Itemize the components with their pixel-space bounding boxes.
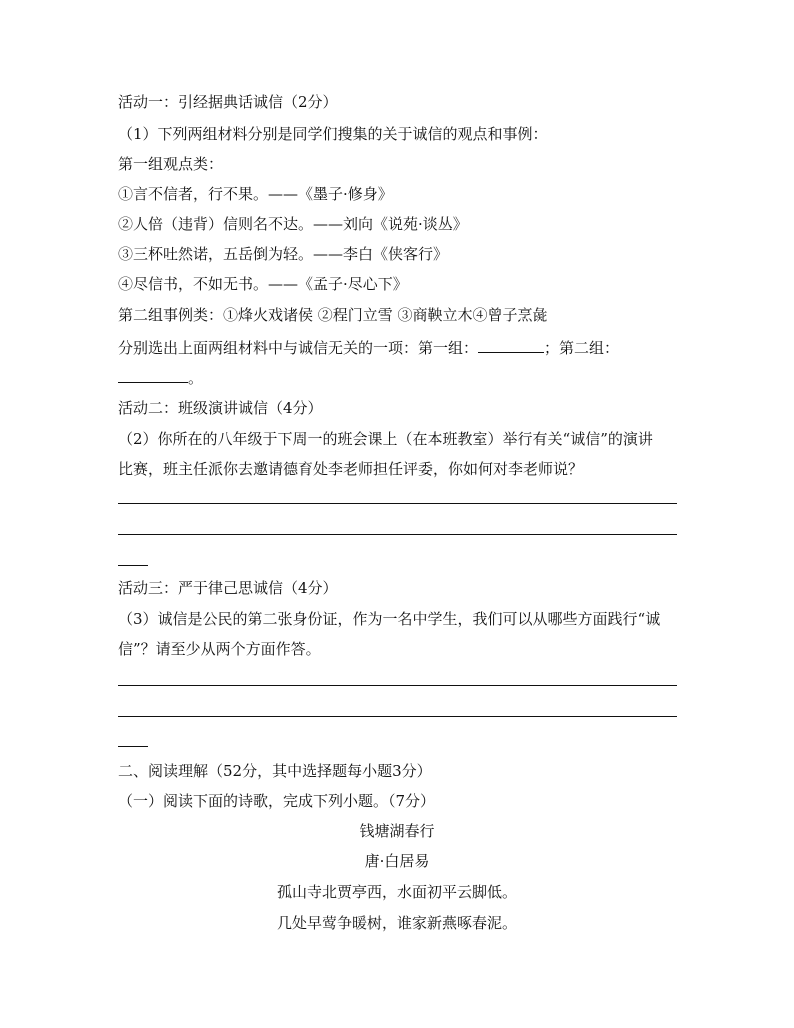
answer-rule-2b[interactable] xyxy=(118,534,677,535)
activity1-question: （1）下列两组材料分别是同学们搜集的关于诚信的观点和事例： xyxy=(118,125,548,143)
activity1-title: 活动一：引经据典话诚信（2分） xyxy=(118,93,338,111)
answer-prompt-end: 。 xyxy=(188,369,204,387)
poem-line-1: 孤山寺北贾亭西，水面初平云脚低。 xyxy=(276,883,517,901)
quote-item-1: ①言不信者，行不果。——《墨子·修身》 xyxy=(118,185,393,203)
quote-item-3: ③三杯吐然诺，五岳倒为轻。——李白《侠客行》 xyxy=(118,245,449,263)
answer-blank-group2[interactable] xyxy=(118,366,188,383)
answer-rule-3a[interactable] xyxy=(118,685,677,686)
answer-prompt-line xyxy=(118,336,619,358)
answer-rule-3c[interactable] xyxy=(118,746,148,747)
poem-author: 唐·白居易 xyxy=(364,852,430,870)
activity2-title: 活动二：班级演讲诚信（4分） xyxy=(118,399,323,417)
section2-title: 二、阅读理解（52分，其中选择题每小题3分） xyxy=(118,762,432,780)
poem-title: 钱塘湖春行 xyxy=(359,822,435,840)
activity2-question-line2: 比赛，班主任派你去邀请德育处李老师担任评委，你如何对李老师说？ xyxy=(118,460,584,478)
quote-item-2: ②人倍（违背）信则名不达。——刘向《说苑·谈丛》 xyxy=(118,215,468,233)
activity3-question-line2: 信”？请至少从两个方面作答。 xyxy=(118,640,321,658)
answer-rule-3b[interactable] xyxy=(118,716,677,717)
group1-label: 第一组观点类： xyxy=(118,155,224,173)
answer-second-line xyxy=(118,366,203,388)
quote-item-4: ④尽信书，不如无书。——《孟子·尽心下》 xyxy=(118,275,408,293)
activity3-title: 活动三：严于律己思诚信（4分） xyxy=(118,579,338,597)
answer-prompt-a: 分别选出上面两组材料中与诚信无关的一项：第一组： xyxy=(118,339,479,357)
answer-rule-2c[interactable] xyxy=(118,565,148,566)
answer-prompt-b: ；第二组： xyxy=(544,339,620,357)
poem-line-2: 几处早莺争暖树，谁家新燕啄春泥。 xyxy=(276,914,517,932)
group2-examples: 第二组事例类：①烽火戏诸侯 ②程门立雪 ③商鞅立木④曾子烹彘 xyxy=(118,306,548,324)
answer-rule-2a[interactable] xyxy=(118,503,677,504)
section2-subtitle: （一）阅读下面的诗歌，完成下列小题。（7分） xyxy=(118,792,436,810)
activity3-question-line1: （3）诚信是公民的第二张身份证，作为一名中学生，我们可以从哪些方面践行“诚 xyxy=(118,610,661,628)
answer-blank-group1[interactable] xyxy=(478,336,544,353)
activity2-question-line1: （2）你所在的八年级于下周一的班会课上（在本班教室）举行有关“诚信”的演讲 xyxy=(118,430,653,448)
